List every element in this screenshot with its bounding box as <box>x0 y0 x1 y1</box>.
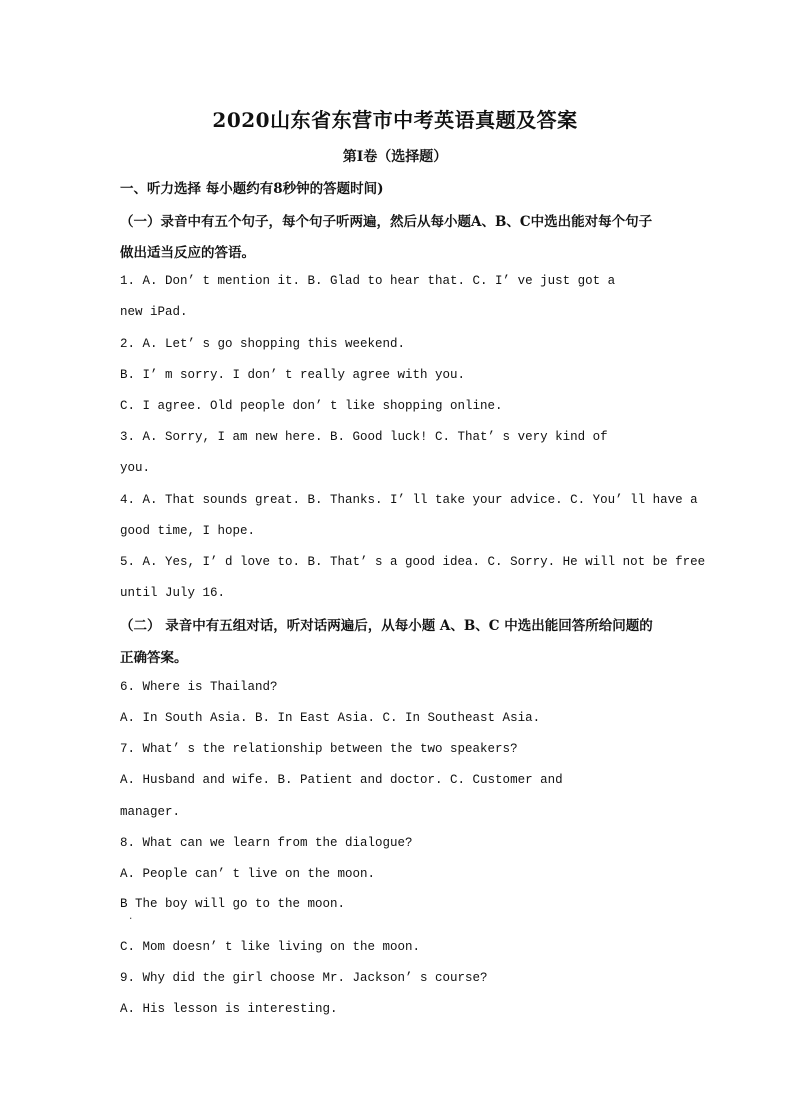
question-8: 8. What can we learn from the dialogue? <box>120 836 413 850</box>
question-4-line1: 4. A. That sounds great. B. Thanks. I’ ll take your advice. C. You’ ll have a <box>120 493 698 507</box>
question-1-line1: 1. A. Don’ t mention it. B. Glad to hear that. C. I’ ve just got a <box>120 274 616 288</box>
question-6-options: A. In South Asia. B. In East Asia. C. In Southeast Asia. <box>120 711 541 725</box>
question-2-option-c: C. I agree. Old people don’ t like shopping online. <box>120 399 503 413</box>
section-heading: 一、听力选择 每小题约有8秒钟的答题时间) <box>120 181 384 197</box>
question-5-line1: 5. A. Yes, I’ d love to. B. That’ s a good idea. C. Sorry. He will not be free <box>120 555 706 569</box>
stray-mark: · <box>128 914 134 924</box>
question-1-line2: new iPad. <box>120 305 188 319</box>
part1-instruction-line1: （一）录音中有五个句子，每个句子听两遍，然后从每小题A、B、C中选出能对每个句子 <box>120 214 653 230</box>
part2-instruction-line2: 正确答案。 <box>120 650 188 666</box>
question-8-option-a: A. People can’ t live on the moon. <box>120 867 376 881</box>
question-7: 7. What’ s the relationship between the two speakers? <box>120 742 518 756</box>
question-2-option-a: 2. A. Let’ s go shopping this weekend. <box>120 337 406 351</box>
question-7-options-line1: A. Husband and wife. B. Patient and doctor. C. Customer and <box>120 773 563 787</box>
document-title: 2020山东省东营市中考英语真题及答案 <box>212 108 578 132</box>
document-subtitle: 第Ⅰ卷（选择题） <box>342 149 448 165</box>
question-3-line2: you. <box>120 461 151 475</box>
question-2-option-b: B. I’ m sorry. I don’ t really agree with you. <box>120 368 466 382</box>
part1-instruction-line2: 做出适当反应的答语。 <box>120 245 255 261</box>
question-9-option-a: A. His lesson is interesting. <box>120 1002 338 1016</box>
question-7-options-line2: manager. <box>120 805 181 819</box>
question-8-option-b: B The boy will go to the moon. <box>120 897 346 911</box>
part2-instruction-line1: （二） 录音中有五组对话，听对话两遍后，从每小题 A、B、C 中选出能回答所给问题的 <box>120 618 653 634</box>
question-8-option-c: C. Mom doesn’ t like living on the moon. <box>120 940 421 954</box>
question-4-line2: good time, I hope. <box>120 524 256 538</box>
question-9: 9. Why did the girl choose Mr. Jackson’ s course? <box>120 971 488 985</box>
question-5-line2: until July 16. <box>120 586 226 600</box>
question-6: 6. Where is Thailand? <box>120 680 278 694</box>
question-3-line1: 3. A. Sorry, I am new here. B. Good luck! C. That’ s very kind of <box>120 430 608 444</box>
